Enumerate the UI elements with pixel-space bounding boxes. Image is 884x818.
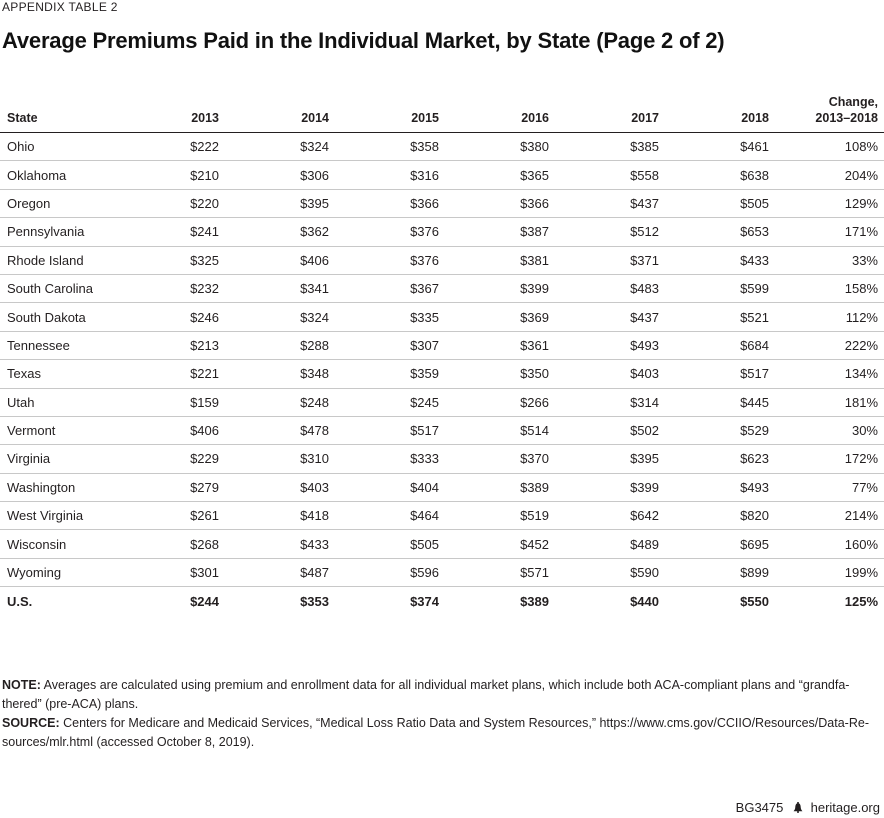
- cell-2013: $406: [150, 416, 225, 444]
- cell-2014: $306: [225, 161, 335, 189]
- cell-2017: $437: [555, 189, 665, 217]
- cell-2014: $478: [225, 416, 335, 444]
- cell-change: 160%: [775, 530, 884, 558]
- cell-2015: $333: [335, 445, 445, 473]
- column-header-2017: 2017: [555, 88, 665, 133]
- cell-2016: $350: [445, 360, 555, 388]
- premiums-table: [0, 88, 884, 615]
- cell-2018: $505: [665, 189, 775, 217]
- cell-state: Oklahoma: [0, 161, 150, 189]
- cell-state: South Carolina: [0, 274, 150, 302]
- site-link[interactable]: heritage.org: [810, 800, 880, 815]
- cell-2013: $301: [150, 558, 225, 586]
- cell-2015: $316: [335, 161, 445, 189]
- table-row: [0, 189, 884, 217]
- cell-2014: $288: [225, 331, 335, 359]
- table-row: [0, 303, 884, 331]
- cell-2016: $399: [445, 274, 555, 302]
- cell-2016: $519: [445, 502, 555, 530]
- cell-2018: $638: [665, 161, 775, 189]
- cell-2017: $314: [555, 388, 665, 416]
- cell-2013: $213: [150, 331, 225, 359]
- cell-2016: $381: [445, 246, 555, 274]
- cell-2014: $433: [225, 530, 335, 558]
- footer: [736, 800, 880, 815]
- cell-2015: $367: [335, 274, 445, 302]
- table-header-row: [0, 88, 884, 133]
- cell-2016: $380: [445, 133, 555, 161]
- cell-2013: $210: [150, 161, 225, 189]
- cell-2018: $695: [665, 530, 775, 558]
- cell-2016: $361: [445, 331, 555, 359]
- cell-change: 171%: [775, 218, 884, 246]
- table-row: [0, 246, 884, 274]
- table-row: [0, 558, 884, 586]
- cell-2014: $324: [225, 303, 335, 331]
- cell-2014: $403: [225, 473, 335, 501]
- cell-2017: $502: [555, 416, 665, 444]
- cell-2014: $395: [225, 189, 335, 217]
- cell-state: Vermont: [0, 416, 150, 444]
- table-row: [0, 218, 884, 246]
- cell-2018: $493: [665, 473, 775, 501]
- cell-change: 204%: [775, 161, 884, 189]
- cell-2016: $266: [445, 388, 555, 416]
- column-header-2015: 2015: [335, 88, 445, 133]
- cell-change: 77%: [775, 473, 884, 501]
- cell-2013: $244: [150, 587, 225, 616]
- liberty-bell-icon: [793, 802, 803, 813]
- table-row: [0, 473, 884, 501]
- cell-2015: $404: [335, 473, 445, 501]
- cell-2014: $310: [225, 445, 335, 473]
- cell-2016: $370: [445, 445, 555, 473]
- cell-2015: $505: [335, 530, 445, 558]
- report-code: BG3475: [735, 800, 784, 815]
- table-row: [0, 388, 884, 416]
- cell-2018: $521: [665, 303, 775, 331]
- column-header-2016: 2016: [445, 88, 555, 133]
- column-header-change: [775, 88, 884, 133]
- cell-2015: $307: [335, 331, 445, 359]
- cell-change: 181%: [775, 388, 884, 416]
- cell-state: Pennsylvania: [0, 218, 150, 246]
- cell-change: 30%: [775, 416, 884, 444]
- cell-2015: $359: [335, 360, 445, 388]
- cell-2015: $366: [335, 189, 445, 217]
- cell-2015: $596: [335, 558, 445, 586]
- table-row: [0, 502, 884, 530]
- cell-2013: $279: [150, 473, 225, 501]
- cell-2014: $418: [225, 502, 335, 530]
- total-row: [0, 587, 884, 616]
- cell-2015: $374: [335, 587, 445, 616]
- cell-2013: $246: [150, 303, 225, 331]
- cell-2017: $403: [555, 360, 665, 388]
- cell-2018: $550: [665, 587, 775, 616]
- cell-2013: $220: [150, 189, 225, 217]
- cell-2017: $590: [555, 558, 665, 586]
- cell-2016: $389: [445, 587, 555, 616]
- cell-state: Wisconsin: [0, 530, 150, 558]
- cell-2013: $159: [150, 388, 225, 416]
- cell-change: 199%: [775, 558, 884, 586]
- cell-2013: $229: [150, 445, 225, 473]
- cell-state: Wyoming: [0, 558, 150, 586]
- cell-change: 172%: [775, 445, 884, 473]
- cell-2018: $599: [665, 274, 775, 302]
- cell-2018: $653: [665, 218, 775, 246]
- cell-change: 134%: [775, 360, 884, 388]
- cell-state: West Virginia: [0, 502, 150, 530]
- cell-2016: $389: [445, 473, 555, 501]
- cell-2014: $248: [225, 388, 335, 416]
- cell-2014: $362: [225, 218, 335, 246]
- cell-2017: $437: [555, 303, 665, 331]
- table-body: [0, 133, 884, 616]
- source-text: Centers for Medicare and Medicaid Services, “Medical Loss Ratio Data and System Resources,” https://www.cms.gov/CCIIO/Resources/Data-Re-sources/mlr.html (accessed October 8, 2019).: [2, 716, 869, 749]
- cell-state: Tennessee: [0, 331, 150, 359]
- cell-2018: $433: [665, 246, 775, 274]
- cell-2014: $353: [225, 587, 335, 616]
- cell-2017: $493: [555, 331, 665, 359]
- cell-2015: $517: [335, 416, 445, 444]
- cell-2015: $376: [335, 246, 445, 274]
- cell-2018: $445: [665, 388, 775, 416]
- table-row: [0, 133, 884, 161]
- cell-2016: $365: [445, 161, 555, 189]
- table-row: [0, 274, 884, 302]
- cell-2014: $406: [225, 246, 335, 274]
- cell-2016: $369: [445, 303, 555, 331]
- cell-2015: $245: [335, 388, 445, 416]
- cell-2015: $335: [335, 303, 445, 331]
- cell-2013: $232: [150, 274, 225, 302]
- cell-2017: $483: [555, 274, 665, 302]
- cell-state: Virginia: [0, 445, 150, 473]
- cell-change: 214%: [775, 502, 884, 530]
- table-row: [0, 161, 884, 189]
- table-row: [0, 416, 884, 444]
- column-header-2018: 2018: [665, 88, 775, 133]
- cell-2018: $529: [665, 416, 775, 444]
- cell-change: 112%: [775, 303, 884, 331]
- note-label: NOTE:: [2, 678, 41, 692]
- cell-2016: $387: [445, 218, 555, 246]
- source-label: SOURCE:: [2, 716, 60, 730]
- cell-change: 125%: [775, 587, 884, 616]
- source-paragraph: [2, 714, 880, 752]
- table-row: [0, 331, 884, 359]
- cell-state: Utah: [0, 388, 150, 416]
- column-header-state: State: [0, 88, 150, 133]
- cell-2013: $261: [150, 502, 225, 530]
- cell-2018: $517: [665, 360, 775, 388]
- cell-change: 158%: [775, 274, 884, 302]
- table-row: [0, 360, 884, 388]
- cell-2014: $348: [225, 360, 335, 388]
- cell-2013: $325: [150, 246, 225, 274]
- column-header-2014: 2014: [225, 88, 335, 133]
- cell-change: 222%: [775, 331, 884, 359]
- cell-2018: $461: [665, 133, 775, 161]
- cell-2017: $395: [555, 445, 665, 473]
- table-row: [0, 530, 884, 558]
- cell-2016: $571: [445, 558, 555, 586]
- cell-state: Texas: [0, 360, 150, 388]
- appendix-label: APPENDIX TABLE 2: [2, 0, 118, 14]
- cell-state: Ohio: [0, 133, 150, 161]
- cell-2018: $820: [665, 502, 775, 530]
- cell-2017: $371: [555, 246, 665, 274]
- cell-2013: $222: [150, 133, 225, 161]
- cell-2015: $464: [335, 502, 445, 530]
- cell-state: Oregon: [0, 189, 150, 217]
- cell-2014: $324: [225, 133, 335, 161]
- cell-2017: $489: [555, 530, 665, 558]
- cell-2018: $684: [665, 331, 775, 359]
- cell-2017: $399: [555, 473, 665, 501]
- cell-state: Rhode Island: [0, 246, 150, 274]
- page-title: Average Premiums Paid in the Individual Market, by State (Page 2 of 2): [2, 28, 725, 53]
- cell-change: 129%: [775, 189, 884, 217]
- cell-2015: $376: [335, 218, 445, 246]
- cell-2015: $358: [335, 133, 445, 161]
- cell-change: 108%: [775, 133, 884, 161]
- cell-2016: $366: [445, 189, 555, 217]
- notes-block: [2, 676, 880, 752]
- cell-2014: $341: [225, 274, 335, 302]
- column-header-2013: 2013: [150, 88, 225, 133]
- cell-state: U.S.: [0, 587, 150, 616]
- cell-2016: $514: [445, 416, 555, 444]
- cell-2016: $452: [445, 530, 555, 558]
- cell-2014: $487: [225, 558, 335, 586]
- cell-state: Washington: [0, 473, 150, 501]
- cell-2017: $440: [555, 587, 665, 616]
- change-header-line2: 2013–2018: [815, 111, 878, 125]
- cell-2013: $268: [150, 530, 225, 558]
- cell-2017: $558: [555, 161, 665, 189]
- table-row: [0, 445, 884, 473]
- change-header-line1: Change,: [828, 95, 878, 109]
- cell-2017: $385: [555, 133, 665, 161]
- cell-2013: $221: [150, 360, 225, 388]
- cell-2017: $512: [555, 218, 665, 246]
- cell-2018: $623: [665, 445, 775, 473]
- note-paragraph: [2, 676, 880, 714]
- cell-change: 33%: [775, 246, 884, 274]
- cell-2018: $899: [665, 558, 775, 586]
- cell-2013: $241: [150, 218, 225, 246]
- cell-state: South Dakota: [0, 303, 150, 331]
- cell-2017: $642: [555, 502, 665, 530]
- note-text: Averages are calculated using premium and enrollment data for all individual market plans, which include both ACA-compliant plans and “grandfa-thered” (pre-ACA) plans.: [2, 678, 850, 711]
